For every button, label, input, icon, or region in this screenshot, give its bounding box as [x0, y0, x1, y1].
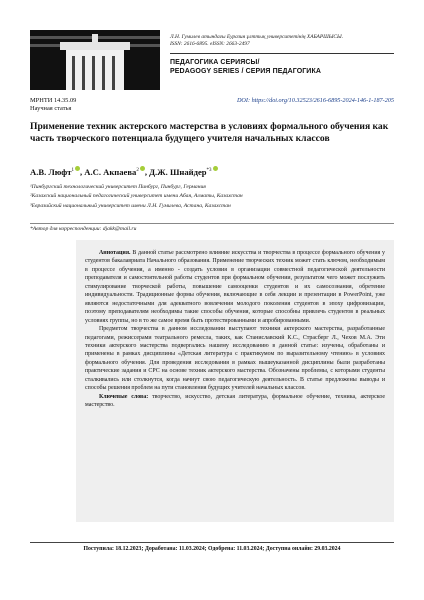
orcid-icon[interactable]	[140, 166, 145, 171]
university-logo	[30, 30, 160, 90]
issn-line: ISSN: 2616-6895. eISSN: 2663-2497	[170, 41, 250, 47]
orcid-icon[interactable]	[75, 166, 80, 171]
affiliation-list	[30, 183, 394, 211]
author-affil-mark: *3	[206, 168, 212, 173]
abstract-paragraph: Предметом творчества в данном исследовании выступают техники актерского мастерства, разработанные педагогами, режиссерами театрального ремесла, таких, как Станиславский К.С., Страсберг Л., Чехов М.А. Эти техники актерского мастерства подвергались нашему исследованию в данной статье: изучены, обработаны и применены в рамках дисциплины «Детская литература с практикумом по выразительному чтению» в условиях формального обучения. Для проведения исследования в рамках вышеуказанной дисциплины были разработаны практические задания и СРС на основе техник актерского мастерства. Обозначены проблемы, с которыми студенты сталкивались или столкнутся, когда начнут свою педагогическую деятельность. В статье предложены выводы и способы решения проблем на пути становления будущих учителей начальных классов.	[85, 326, 385, 392]
keywords: Ключевые слова: творчество, искусство, детская литература, формальное обучение, техника, актерское мастерство.	[85, 393, 385, 409]
author-affil-mark: 2	[136, 168, 139, 173]
journal-header	[30, 30, 394, 90]
article-title: Применение техник актерского мастерства в условиях формального обучения как часть творческого потенциала будущего учителя начальных классов	[30, 121, 389, 144]
keywords-label: Ключевые слова:	[99, 393, 149, 400]
affiliation: ¹Пинбургский технологический университет Пинбург, Пинбург, Германия	[30, 184, 206, 190]
series-title-1: ПЕДАГОГИКА СЕРИЯСЫ/	[170, 59, 260, 66]
orcid-icon[interactable]	[213, 166, 218, 171]
submission-dates: Поступила: 18.12.2023; Доработана: 11.03.2024; Одобрена: 11.03.2024; Доступна онлайн: 29.03.2024	[83, 546, 341, 552]
doi-link[interactable]: DOI: https://doi.org/10.32523/2616-6895-2024-146-1-187-205	[236, 97, 394, 104]
publisher-name: Л.Н. Гумилев атындағы Еуразия ұлттық университетінің ХАБАРШЫСЫ.	[170, 34, 344, 40]
author-affil-mark: 1	[71, 168, 74, 173]
author-name: А.С. Акпаева	[84, 166, 137, 177]
abstract-label: Аннотация.	[99, 250, 131, 256]
abstract-box	[76, 240, 394, 522]
series-title-2: PEDAGOGY SERIES / СЕРИЯ ПЕДАГОГИКА	[170, 68, 321, 75]
author-list: А.В. Люфт$^1$ , А.С. Акпаева$^2$ , Д.Ж. Шнайдер$^{*3}$	[30, 166, 218, 177]
classification-code: МРНТИ 14.35.09	[30, 97, 77, 104]
author-name: Д.Ж. Шнайдер	[149, 166, 207, 177]
affiliation: ²Казахский национальный педагогический университет имени Абая, Алматы, Казахстан	[30, 193, 243, 200]
article-type: Научная статья	[30, 105, 72, 112]
affiliation: ³Евразийский национальный университет имени Л.Н. Гумилева, Астана, Казахстан	[30, 202, 231, 209]
abstract-paragraph: Аннотация. В данной статье рассмотрено влияние искусства и творчества в процессе формального обучения у студентов бакалавриата Начального образования. Применение творческих техник может стать ключом, необходимым в процессе обучения, а именно - создать условия в организации совместной педагогической деятельности преподавателя и самостоятельной работы студентов при формальном обучении, результатом чего может послужить стимулирование творческой работы, повышение самооценки студентов и их самосознания, обретение индивидуальности. Традиционные формы обучения, включающие в себя лекции и презентации в PowerPoint, уже являются недостаточными для адекватного вовлечения молодого поколения студентов в эпоху цифровизации, поэтому преподавателям необходимы такие способы обучения, которые способны привлечь студентов в реальных условиях группы, но в то же самое время быть протестированными и апробированными.	[85, 250, 385, 324]
author-name: А.В. Люфт	[30, 166, 72, 177]
corresponding-author: *Автор для корреспонденции: djakk@mail.ru	[30, 226, 137, 232]
journal-info	[170, 34, 394, 76]
article-meta	[30, 97, 76, 113]
